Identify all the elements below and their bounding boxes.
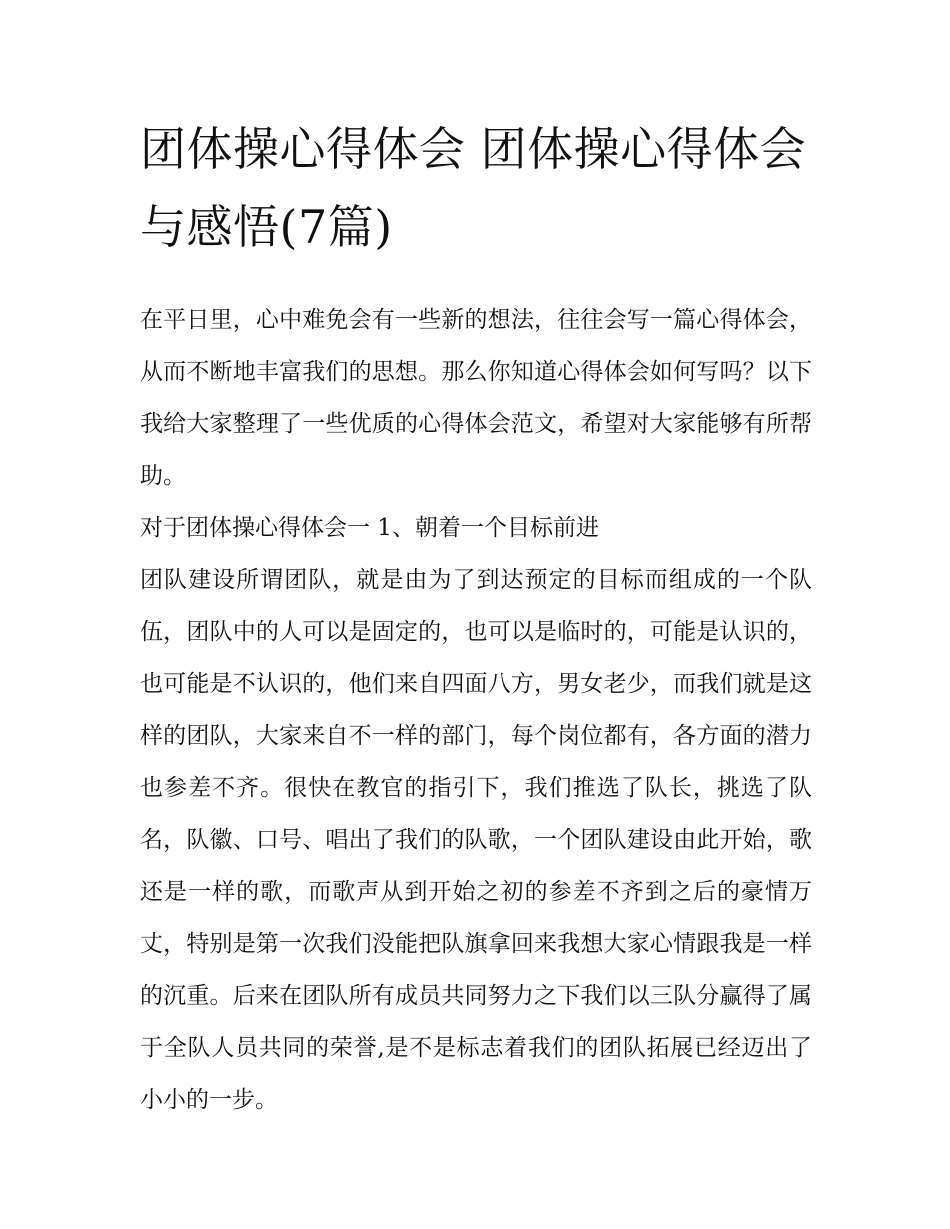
document-page	[140, 110, 812, 1126]
intro-paragraph: 在平日里，心中难免会有一些新的想法，往往会写一篇心得体会，从而不断地丰富我们的思想。那么你知道心得体会如何写吗？以下我给大家整理了一些优质的心得体会范文，希望对大家能够有所帮助。	[140, 307, 812, 489]
document-title: 团体操心得体会 团体操心得体会与感悟(7篇)	[140, 122, 807, 254]
section-heading: 对于团体操心得体会一 1、朝着一个目标前进	[140, 515, 599, 541]
body-paragraph: 团队建设所谓团队，就是由为了到达预定的目标而组成的一个队伍，团队中的人可以是固定的，也可以是临时的，可能是认识的，也可能是不认识的，他们来自四面八方，男女老少，而我们就是这样的团队，大家来自不一样的部门，每个岗位都有，各方面的潜力也参差不齐。很快在教官的指引下，我们推选了队长，挑选了队名，队徽、口号、唱出了我们的队歌，一个团队建设由此开始，歌还是一样的歌，而歌声从到开始之初的参差不齐到之后的豪情万丈，特别是第一次我们没能把队旗拿回来我想大家心情跟我是一样的沉重。后来在团队所有成员共同努力之下我们以三队分赢得了属于全队人员共同的荣誉,是不是标志着我们的团队拓展已经迈出了小小的一步。	[140, 567, 812, 1113]
